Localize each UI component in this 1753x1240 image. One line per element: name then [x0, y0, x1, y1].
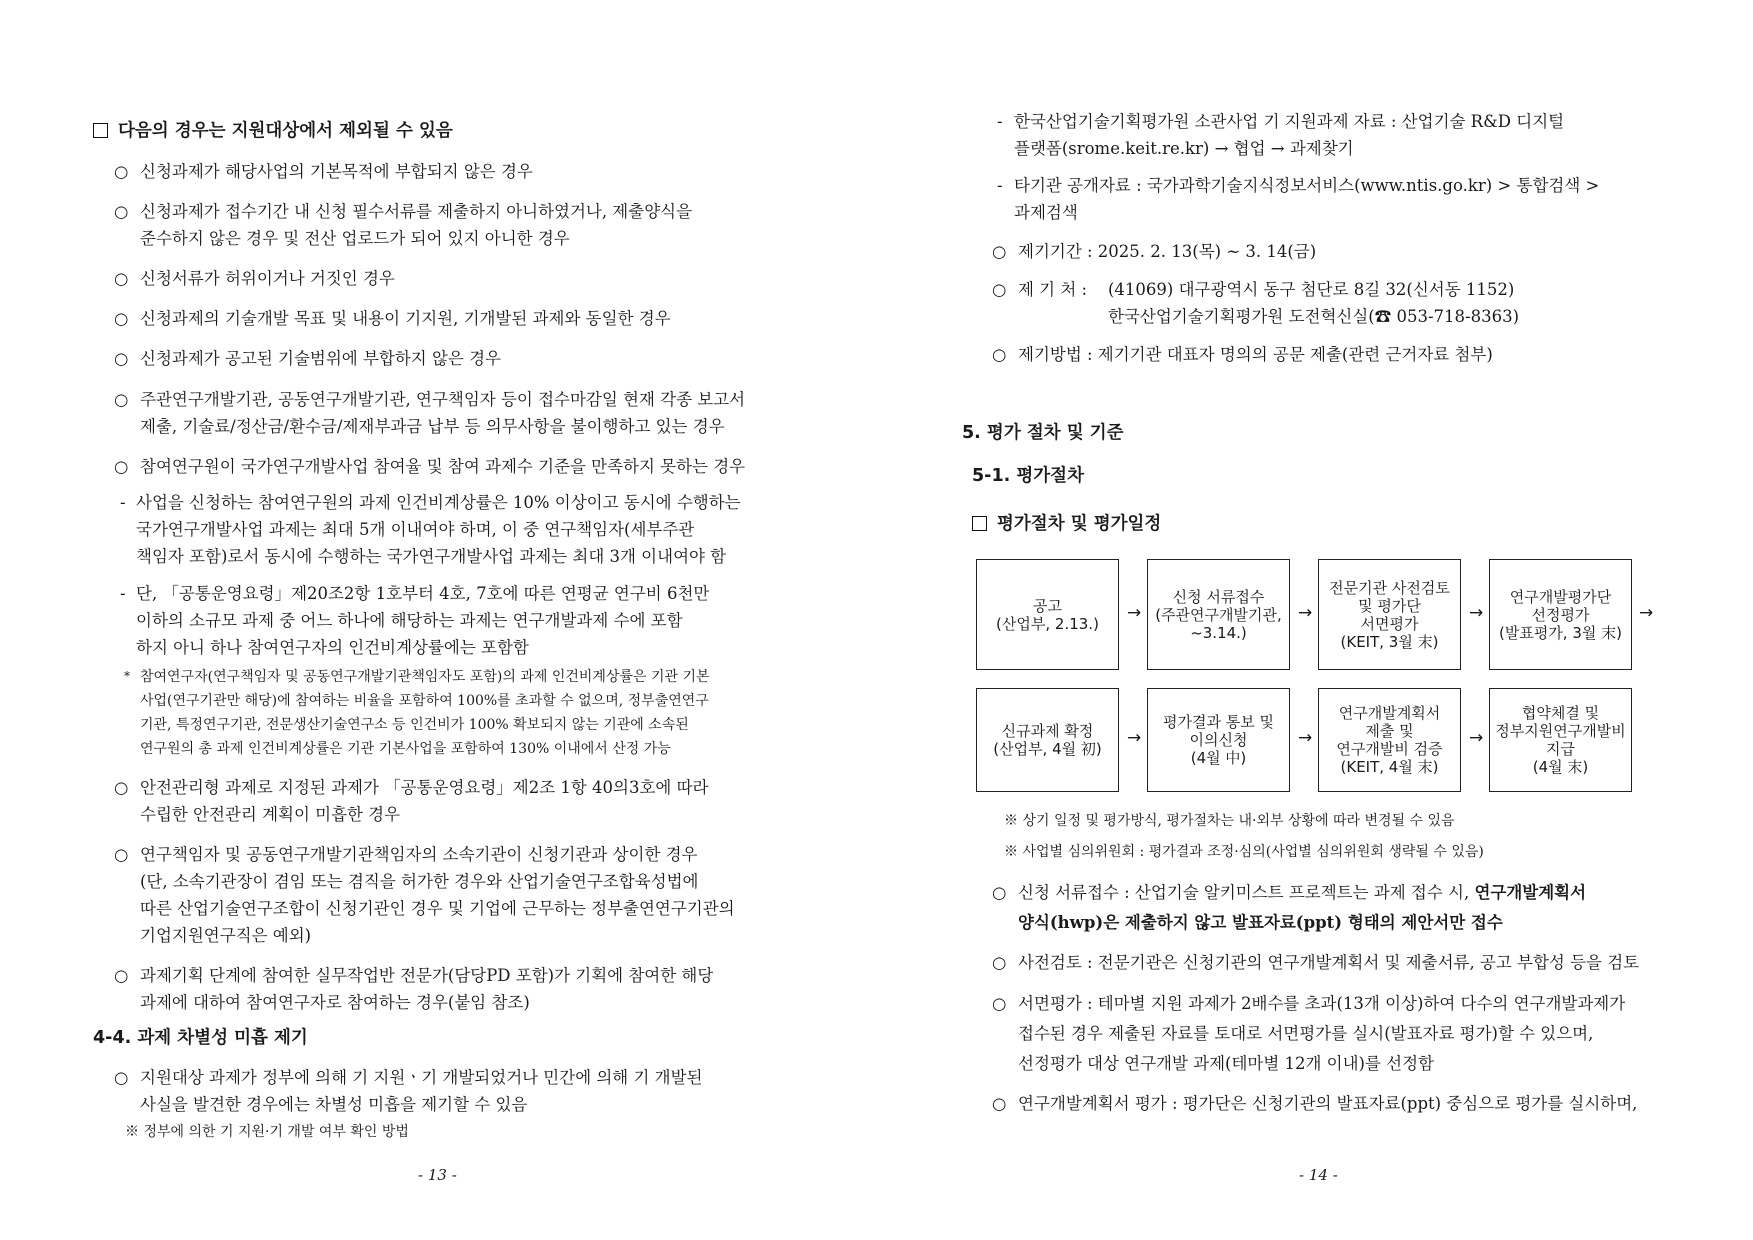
circle-bullet-icon: ○	[114, 778, 129, 797]
circle-bullet-icon: ○	[114, 390, 129, 409]
verification-note: ※ 정부에 의한 기 지원·기 개발 여부 확인 방법	[125, 1124, 409, 1140]
flow-step-pre-review: 전문기관 사전검토 및 평가단 서면평가 (KEIT, 3월 末)	[1318, 559, 1461, 670]
arrow-right-icon: →	[1298, 728, 1313, 748]
circle-bullet-icon: ○	[114, 309, 129, 328]
committee-note: ※ 사업별 심의위원회 : 평가결과 조정·심의(사업별 심의위원회 생략될 수 있음)	[1004, 844, 1484, 860]
objection-period: 제기기간 : 2025. 2. 13(목) ~ 3. 14(금)	[1018, 242, 1317, 261]
flow-step-confirm-project: 신규과제 확정 (산업부, 4월 初)	[976, 688, 1119, 792]
dash-bullet: -	[997, 176, 1003, 195]
circle-bullet-icon: ○	[992, 883, 1007, 902]
arrow-right-icon: →	[1639, 603, 1654, 623]
objection-place-label: 제 기 처 :	[1018, 280, 1088, 299]
flow-step-agreement: 협약체결 및 정부지원연구개발비 지급 (4월 末)	[1489, 688, 1632, 792]
flow-step-plan-submission: 연구개발계획서 제출 및 연구개발비 검증 (KEIT, 4월 末)	[1318, 688, 1461, 792]
circle-bullet-icon: ○	[114, 349, 129, 368]
circle-bullet-icon: ○	[114, 162, 129, 181]
arrow-right-icon: →	[1127, 603, 1142, 623]
circle-bullet-icon: ○	[114, 1068, 129, 1087]
circle-bullet-icon: ○	[992, 994, 1007, 1013]
arrow-right-icon: →	[1469, 603, 1484, 623]
flow-step-application-receipt: 신청 서류접수 (주관연구개발기관, ~3.14.)	[1147, 559, 1290, 670]
schedule-note: ※ 상기 일정 및 평가방식, 평가절차는 내·외부 상황에 따라 변경될 수 있음	[1004, 813, 1455, 829]
procedure-heading: 평가절차 및 평가일정	[972, 510, 1161, 535]
dash-bullet: -	[120, 493, 126, 512]
page-number: - 14 -	[1299, 1166, 1338, 1184]
square-bullet-icon	[972, 516, 987, 531]
section-5-title: 5. 평가 절차 및 기준	[962, 423, 1124, 443]
objection-place-address: (41069) 대구광역시 동구 첨단로 8길 32(신서동 1152)	[1108, 280, 1515, 299]
circle-bullet-icon: ○	[114, 269, 129, 288]
circle-bullet-icon: ○	[992, 1094, 1007, 1113]
objection-place-office: 한국산업기술기획평가원 도전혁신실(☎ 053-718-8363)	[1108, 307, 1520, 326]
circle-bullet-icon: ○	[114, 202, 129, 221]
arrow-right-icon: →	[1127, 728, 1142, 748]
asterisk-marker: *	[124, 669, 130, 683]
section-4-4-title: 4-4. 과제 차별성 미흡 제기	[93, 1028, 308, 1048]
dash-bullet: -	[120, 584, 126, 603]
circle-bullet-icon: ○	[114, 845, 129, 864]
arrow-right-icon: →	[1469, 728, 1484, 748]
flow-step-announcement: 공고 (산업부, 2.13.)	[976, 559, 1119, 670]
circle-bullet-icon: ○	[992, 953, 1007, 972]
flow-step-selection-eval: 연구개발평가단 선정평가 (발표평가, 3월 末)	[1489, 559, 1632, 670]
flow-step-result-notice: 평가결과 통보 및 이의신청 (4월 中)	[1147, 688, 1290, 792]
square-bullet-icon	[93, 123, 108, 138]
page-14: - 한국산업기술기획평가원 소관사업 기 지원과제 자료 : 산업기술 R&D 디지털 플랫폼(srome.keit.re.kr) → 협업 → 과제찾기 - 타기관 공개자료 : 국가과학기술지식정보서비스(www.ntis.go.kr) > 통합검색 > 과제검색 ○ 제기기간 : 2025. 2. 13(목) ~ 3. 14(금) ○ 제 기 처 : (41069) 대구광역시 동구 첨단로 8길 32(신서동 1152) 한국산업기술기획평가원 도전혁신실(☎ 053-718-8363) ○ 제기방법 : 제기기관 대표자 명의의 공문 제출(관련 근거자료 첨부) 5. 평가 절차 및 기준 5-1. 평가절차 평가절차 및 평가일정 공고 (산업부, 2.13.) → 신청 서류접수 (주관연구개발기관, ~3.14.) → 전문기관 사전검토 및 평가단 서면평가 (KEIT, 3월 末) → 연구개발평가단 선정평가 (발표평가, 3월 末) → 신규과제 확정 (산업부, 4월 初) → 평가결과 통보 및 이의신청 (4월 中) → 연구개발계획서 제출 및 연구개발비 검증 (KEIT, 4월 末) → 협약체결 및 정부지원연구개발비 지급 (4월 末) ※ 상기 일정 및 평가방식, 평가절차는 내·외부 상황에 따라 변경될 수 있음 ※ 사업별 심의위원회 : 평가결과 조정·심의(사업별 심의위원회 생략될 수 있음) ○ 신청 서류접수 : 산업기술 알키미스트 프로젝트는 과제 접수 시, 연구개발계획서 양식(hwp)은 제출하지 않고 발표자료(ppt) 형태의 제안서만 접수 ○ 사전검토 : 전문기관은 신청기관의 연구개발계획서 및 제출서류, 공고 부합성 등을 검토 ○ 서면평가 : 테마별 지원 과제가 2배수를 초과(13개 이상)하여 다수의 연구개발과제가 접수된 경우 제출된 자료를 토대로 서면평가를 실시(발표자료 평가)할 수 있으며, 선정평가 대상 연구개발 과제(테마별 12개 이내)를 선정함 ○ 연구개발계획서 평가 : 평가단은 신청기관의 발표자료(ppt) 중심으로 평가를 실시하며, - 14 -	[876, 0, 1753, 1240]
circle-bullet-icon: ○	[114, 457, 129, 476]
circle-bullet-icon: ○	[992, 345, 1007, 364]
exclusion-heading: 다음의 경우는 지원대상에서 제외될 수 있음	[93, 117, 453, 142]
arrow-right-icon: →	[1298, 603, 1313, 623]
circle-bullet-icon: ○	[992, 280, 1007, 299]
circle-bullet-icon: ○	[992, 242, 1007, 261]
page-number: - 13 -	[418, 1166, 457, 1184]
objection-method: 제기방법 : 제기기관 대표자 명의의 공문 제출(관련 근거자료 첨부)	[1018, 345, 1493, 364]
dash-bullet: -	[997, 112, 1003, 131]
circle-bullet-icon: ○	[114, 966, 129, 985]
page-13: 다음의 경우는 지원대상에서 제외될 수 있음 ○ 신청과제가 해당사업의 기본목적에 부합되지 않은 경우 ○ 신청과제가 접수기간 내 신청 필수서류를 제출하지 아니하였거나, 제출양식을 준수하지 않은 경우 및 전산 업로드가 되어 있지 아니한 경우 ○ 신청서류가 허위이거나 거짓인 경우 ○ 신청과제의 기술개발 목표 및 내용이 기지원, 기개발된 과제와 동일한 경우 ○ 신청과제가 공고된 기술범위에 부합하지 않은 경우 ○ 주관연구개발기관, 공동연구개발기관, 연구책임자 등이 접수마감일 현재 각종 보고서 제출, 기술료/정산금/환수금/제재부과금 납부 등 의무사항을 불이행하고 있는 경우 ○ 참여연구원이 국가연구개발사업 참여율 및 참여 과제수 기준을 만족하지 못하는 경우 - 사업을 신청하는 참여연구원의 과제 인건비계상률은 10% 이상이고 동시에 수행하는 국가연구개발사업 과제는 최대 5개 이내여야 하며, 이 중 연구책임자(세부주관 책임자 포함)로서 동시에 수행하는 국가연구개발사업 과제는 최대 3개 이내여야 함 - 단, 「공통운영요령」제20조2항 1호부터 4호, 7호에 따른 연평균 연구비 6천만 이하의 소규모 과제 중 어느 하나에 해당하는 과제는 연구개발과제 수에 포함 하지 아니 하나 참여연구자의 인건비계상률에는 포함함 * 참여연구자(연구책임자 및 공동연구개발기관책임자도 포함)의 과제 인건비계상률은 기관 기본 사업(연구기관만 해당)에 참여하는 비율을 포함하여 100%를 초과할 수 없으며, 정부출연연구 기관, 특정연구기관, 전문생산기술연구소 등 인건비가 100% 확보되지 않는 기관에 소속된 연구원의 총 과제 인건비계상률은 기관 기본사업을 포함하여 130% 이내에서 산정 가능 ○ 안전관리형 과제로 지정된 과제가 「공통운영요령」제2조 1항 40의3호에 따라 수립한 안전관리 계획이 미흡한 경우 ○ 연구책임자 및 공동연구개발기관책임자의 소속기관이 신청기관과 상이한 경우 (단, 소속기관장이 겸임 또는 겸직을 허가한 경우와 산업기술연구조합육성법에 따른 산업기술연구조합이 신청기관인 경우 및 기업에 근무하는 정부출연연구기관의 기업지원연구직은 예외) ○ 과제기획 단계에 참여한 실무작업반 전문가(담당PD 포함)가 기획에 참여한 해당 과제에 대하여 참여연구자로 참여하는 경우(붙임 참조) 4-4. 과제 차별성 미흡 제기 ○ 지원대상 과제가 정부에 의해 기 지원ㆍ기 개발되었거나 민간에 의해 기 개발된 사실을 발견한 경우에는 차별성 미흡을 제기할 수 있음 ※ 정부에 의한 기 지원·기 개발 여부 확인 방법 - 13 -	[0, 0, 876, 1240]
section-5-1-title: 5-1. 평가절차	[972, 466, 1084, 486]
